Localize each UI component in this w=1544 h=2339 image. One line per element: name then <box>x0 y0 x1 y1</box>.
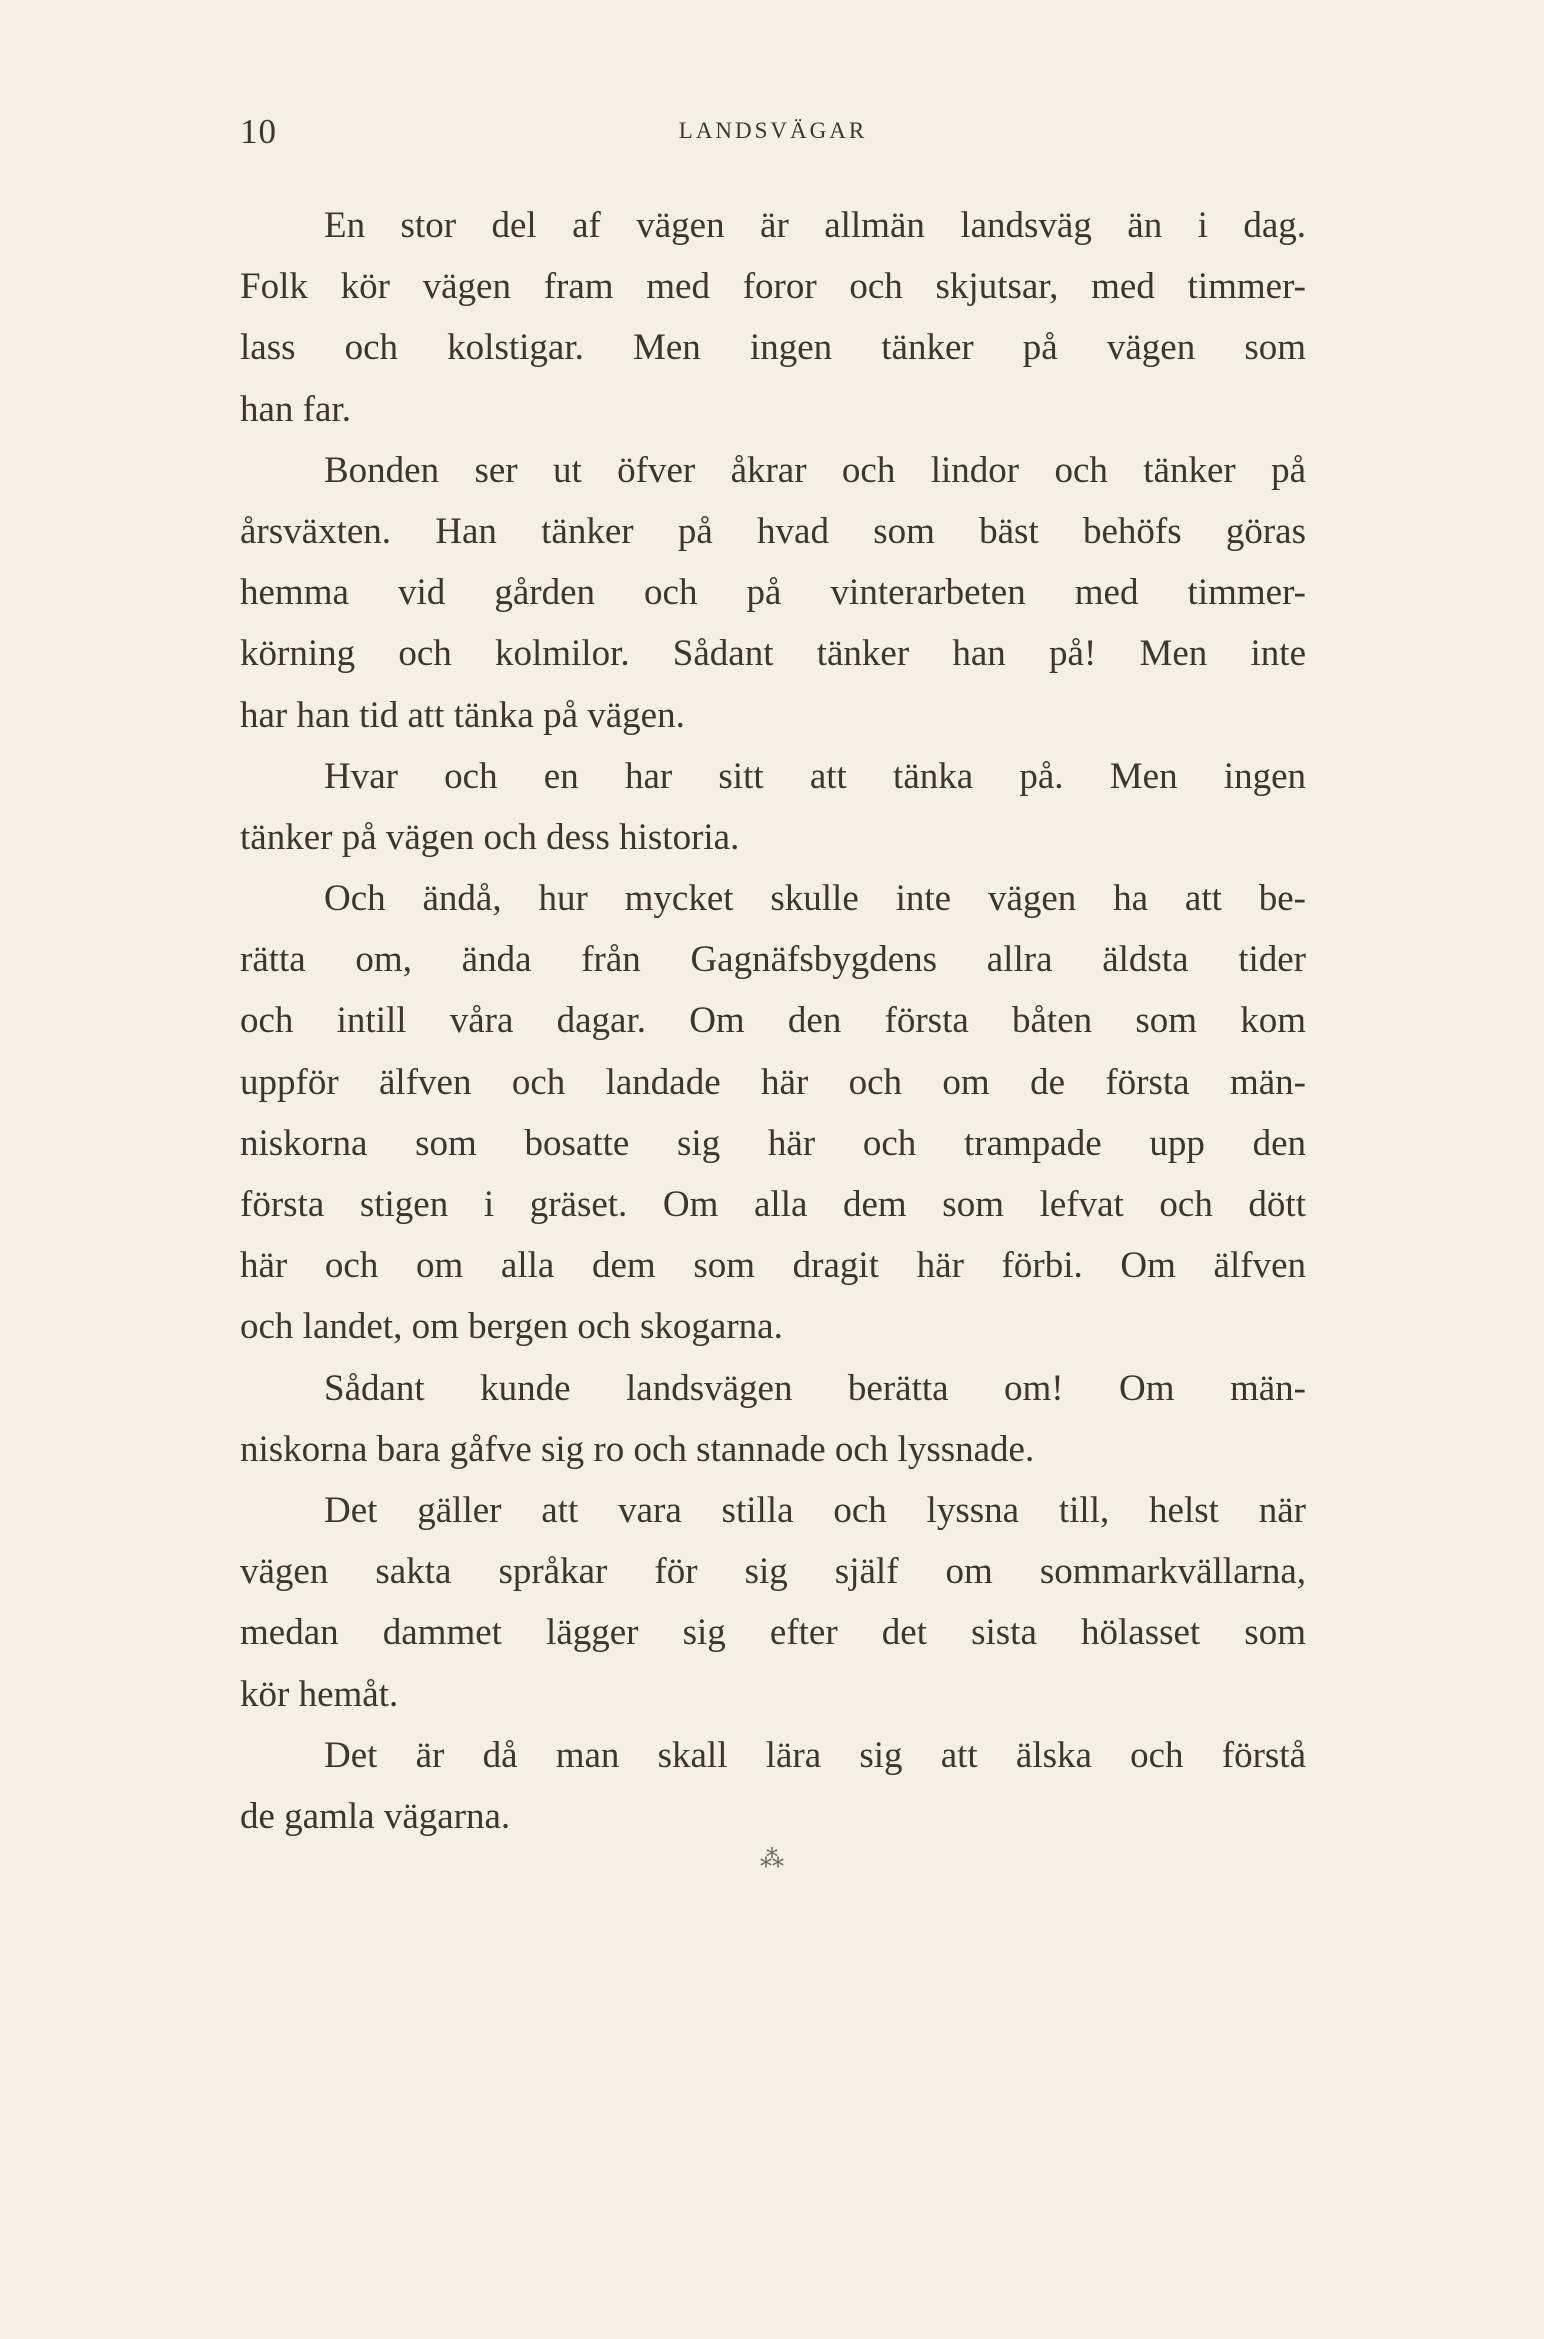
text-line: hemma vid gården och på vinterarbeten med timmer- <box>240 572 1306 614</box>
text-line: uppför älfven och landade här och om de första män- <box>240 1061 1306 1103</box>
text-line: Hvar och en har sitt att tänka på. Men ingen <box>324 755 1306 797</box>
text-line: rätta om, ända från Gagnäfsbygdens allra äldsta tider <box>240 939 1306 981</box>
text-line: han far. <box>240 388 351 430</box>
text-line: och intill våra dagar. Om den första båten som kom <box>240 1000 1306 1042</box>
page-header <box>240 112 1306 162</box>
text-line: Bonden ser ut öfver åkrar och lindor och tänker på <box>324 449 1306 491</box>
text-line: vägen sakta språkar för sig själf om sommarkvällarna, <box>240 1551 1306 1593</box>
body-text <box>240 195 1306 1847</box>
page-number: 10 <box>240 112 277 151</box>
running-head: LANDSVÄGAR <box>678 118 868 143</box>
text-line: körning och kolmilor. Sådant tänker han på! Men inte <box>240 633 1306 675</box>
text-line: tänker på vägen och dess historia. <box>240 816 740 858</box>
text-line: de gamla vägarna. <box>240 1795 511 1837</box>
text-line: Sådant kunde landsvägen berätta om! Om män- <box>324 1367 1306 1409</box>
text-line: kör hemåt. <box>240 1673 399 1715</box>
text-line: En stor del af vägen är allmän landsväg än i dag. <box>324 205 1306 246</box>
text-line: här och om alla dem som dragit här förbi. Om älfven <box>240 1245 1306 1287</box>
text-line: första stigen i gräset. Om alla dem som lefvat och dött <box>240 1184 1306 1225</box>
text-line: niskorna som bosatte sig här och trampade upp den <box>240 1122 1306 1164</box>
text-line: medan dammet lägger sig efter det sista hölasset som <box>240 1612 1306 1654</box>
text-line: niskorna bara gåfve sig ro och stannade och lyssnade. <box>240 1428 1035 1470</box>
text-line: Det är då man skall lära sig att älska och förstå <box>324 1734 1306 1776</box>
section-ornament: ⁂ <box>760 1847 784 1873</box>
text-line: Det gäller att vara stilla och lyssna till, helst när <box>324 1489 1306 1531</box>
text-line: årsväxten. Han tänker på hvad som bäst behöfs göras <box>240 510 1306 552</box>
text-line: och landet, om bergen och skogarna. <box>240 1306 783 1348</box>
text-line: har han tid att tänka på vägen. <box>240 694 685 736</box>
text-line: Och ändå, hur mycket skulle inte vägen ha att be- <box>324 878 1306 920</box>
text-line: Folk kör vägen fram med foror och skjutsar, med timmer- <box>240 266 1306 308</box>
text-line: lass och kolstigar. Men ingen tänker på vägen som <box>240 327 1306 369</box>
